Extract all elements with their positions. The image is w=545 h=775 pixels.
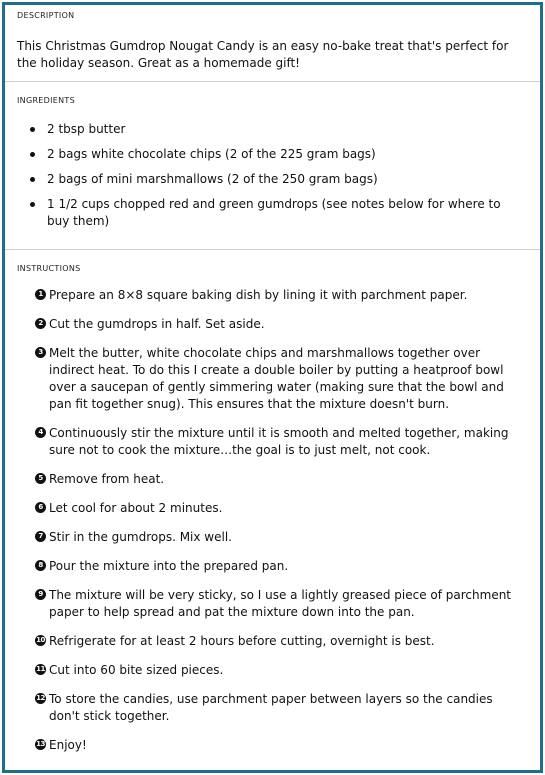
instruction-step bbox=[35, 691, 530, 725]
step-number-icon: 2 bbox=[35, 318, 46, 329]
step-text: Prepare an 8×8 square baking dish by lining it with parchment paper. bbox=[49, 288, 468, 302]
recipe-card bbox=[2, 2, 543, 773]
description-label: DESCRIPTION bbox=[17, 11, 75, 20]
ingredient-text: 2 bags white chocolate chips (2 of the 225 gram bags) bbox=[47, 147, 376, 161]
instruction-step bbox=[35, 471, 530, 488]
step-text: Refrigerate for at least 2 hours before cutting, overnight is best. bbox=[49, 634, 435, 648]
step-number-icon: 7 bbox=[35, 531, 46, 542]
ingredient-text: 2 tbsp butter bbox=[47, 122, 126, 136]
ingredient-item bbox=[47, 121, 530, 138]
step-number-icon: 8 bbox=[35, 560, 46, 571]
step-number-icon: 5 bbox=[35, 473, 46, 484]
bullet-icon bbox=[30, 202, 35, 207]
step-text: The mixture will be very sticky, so I use a lightly greased piece of parchment paper to help spread and pat the mixture down into the pan. bbox=[49, 588, 512, 619]
ingredient-item bbox=[47, 146, 530, 163]
instruction-step bbox=[35, 345, 530, 413]
step-number-icon: 4 bbox=[35, 427, 46, 438]
step-text: Cut into 60 bite sized pieces. bbox=[49, 663, 224, 677]
description-text: This Christmas Gumdrop Nougat Candy is an easy no-bake treat that's perfect for the holiday season. Great as a homemade gift! bbox=[17, 39, 509, 70]
step-text: To store the candies, use parchment paper between layers so the candies don't stick together. bbox=[49, 692, 493, 723]
step-text: Let cool for about 2 minutes. bbox=[49, 501, 223, 515]
description-section bbox=[5, 5, 540, 82]
instructions-list bbox=[17, 287, 530, 754]
instruction-step bbox=[35, 737, 530, 754]
ingredients-list bbox=[17, 121, 530, 230]
bullet-icon bbox=[30, 177, 35, 182]
instruction-step bbox=[35, 558, 530, 575]
step-text: Stir in the gumdrops. Mix well. bbox=[49, 530, 232, 544]
ingredient-item bbox=[47, 196, 530, 230]
instruction-step bbox=[35, 529, 530, 546]
bullet-icon bbox=[30, 127, 35, 132]
step-number-icon: 1 bbox=[35, 289, 46, 300]
step-number-icon: 10 bbox=[36, 636, 45, 644]
step-text: Cut the gumdrops in half. Set aside. bbox=[49, 317, 265, 331]
ingredient-text: 2 bags of mini marshmallows (2 of the 250 gram bags) bbox=[47, 172, 378, 186]
instruction-step bbox=[35, 587, 530, 621]
step-number-icon: 9 bbox=[35, 589, 46, 600]
step-number-icon: 13 bbox=[36, 740, 45, 748]
instruction-step bbox=[35, 633, 530, 650]
step-text: Enjoy! bbox=[49, 738, 87, 752]
ingredients-label: INGREDIENTS bbox=[17, 96, 75, 105]
instruction-step bbox=[35, 500, 530, 517]
step-text: Remove from heat. bbox=[49, 472, 165, 486]
ingredients-section bbox=[5, 82, 540, 250]
step-number-icon: 6 bbox=[35, 502, 46, 513]
step-number-icon: 12 bbox=[36, 694, 45, 702]
instruction-step bbox=[35, 316, 530, 333]
step-text: Melt the butter, white chocolate chips and marshmallows together over indirect heat. To do this I create a double boiler by putting a heatproof bowl over a saucepan of gently simmering water (making sure that the bowl and pan fit together snug). This ensures that the mixture doesn't burn. bbox=[49, 346, 504, 411]
instructions-section bbox=[5, 250, 540, 754]
step-number-icon: 11 bbox=[36, 665, 45, 673]
step-number-icon: 3 bbox=[35, 347, 46, 358]
ingredient-item bbox=[47, 171, 530, 188]
instruction-step bbox=[35, 287, 530, 304]
instruction-step bbox=[35, 425, 530, 459]
step-text: Continuously stir the mixture until it is smooth and melted together, making sure not to cook the mixture…the goal is to just melt, not cook. bbox=[49, 426, 509, 457]
instructions-label: INSTRUCTIONS bbox=[17, 264, 81, 273]
bullet-icon bbox=[30, 152, 35, 157]
step-text: Pour the mixture into the prepared pan. bbox=[49, 559, 289, 573]
ingredient-text: 1 1/2 cups chopped red and green gumdrops (see notes below for where to buy them) bbox=[47, 197, 501, 228]
instruction-step bbox=[35, 662, 530, 679]
